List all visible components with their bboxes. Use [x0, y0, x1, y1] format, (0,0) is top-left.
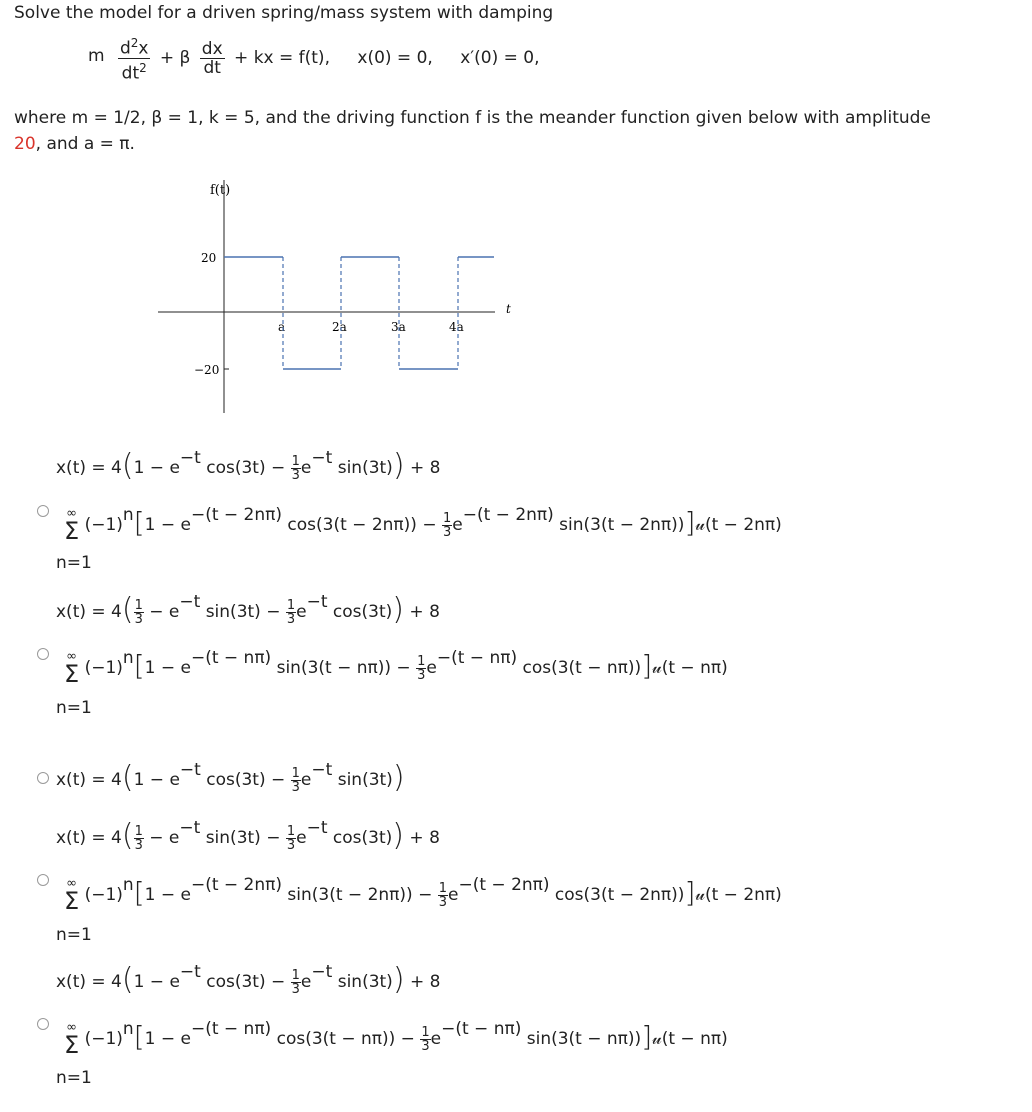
- option-1-line-2: ∞ Σ $(-1)^n[1 - e^{-(t - 2n\pi)}$ cos(3(t − 2nπ)) − $\frac{1}{3}$ $e^{-(t - 2n\pi)}$ sin(3(t − 2nπ))]𝓊(t − 2nπ): [64, 505, 782, 545]
- meander-graph: [150, 175, 520, 420]
- option-5-radio[interactable]: [37, 1018, 49, 1030]
- option-5-line-1: $x(t) = 4(1 - e^{-t}$ cos(3t) − $\frac{1}{3}$ $e^{-t}$ sin(3t)) + 8: [56, 962, 441, 997]
- mass-symbol: m: [88, 46, 105, 67]
- x-tick-label-2a: 2a: [332, 320, 347, 334]
- initial-condition-2: x′(0) = 0,: [460, 48, 540, 69]
- y-axis-label: f(t): [210, 183, 231, 198]
- equation-rest: + kx = f(t),: [234, 48, 330, 69]
- beta-term: + β: [159, 48, 191, 69]
- where-line-2: [14, 133, 135, 155]
- amplitude-value: 20: [14, 134, 36, 154]
- where-line-1: where m = 1/2, β = 1, k = 5, and the driving function f is the meander function given below with amplitude: [14, 108, 931, 128]
- x-tick-label-3a: 3a: [391, 320, 406, 334]
- option-3-line-1: $x(t) = 4(1 - e^{-t}$ cos(3t) − $\frac{1}{3}$ $e^{-t}$ sin(3t)): [56, 760, 405, 795]
- question-intro: Solve the model for a driven spring/mass system with damping: [14, 3, 554, 23]
- meander-curve: [224, 257, 494, 369]
- differential-equation: [88, 34, 540, 82]
- y-tick-label-20: 20: [201, 251, 217, 265]
- option-4-radio[interactable]: [37, 874, 49, 886]
- option-4-line-1: x(t) = 4( $\frac{1}{3}$ − $e^{-t}$ sin(3t) − $\frac{1}{3}$ $e^{-t}$ cos(3t)) + 8: [56, 818, 440, 853]
- option-2-sum-lower: n=1: [56, 698, 92, 718]
- option-1-sum-lower: n=1: [56, 553, 92, 573]
- first-derivative-fraction: $\frac{dx}{dt}$: [201, 38, 223, 78]
- option-5-line-2: ∞ Σ $(-1)^n[1 - e^{-(t - n\pi)}$ cos(3(t − nπ)) − $\frac{1}{3}$ $e^{-(t - n\pi)}$ sin(3(t − nπ))]𝓊(t − nπ): [64, 1019, 728, 1059]
- y-tick-label-neg20: −20: [194, 363, 220, 377]
- where-line-2-rest: , and a = π.: [35, 134, 135, 154]
- option-5-sum-lower: n=1: [56, 1068, 92, 1088]
- option-2-line-2: ∞ Σ $(-1)^n[1 - e^{-(t - n\pi)}$ sin(3(t − nπ)) − $\frac{1}{3}$ $e^{-(t - n\pi)}$ cos(3(t − nπ))]𝓊(t − nπ): [64, 648, 728, 688]
- option-1-line-1: $x(t) = 4(1 - e^{-t}$ cos(3t) − $\frac{1}{3}$ $e^{-t}$ sin(3t)) + 8: [56, 448, 441, 483]
- option-1-radio[interactable]: [37, 505, 49, 517]
- x-tick-label-a: a: [278, 320, 286, 334]
- option-3-radio[interactable]: [37, 772, 49, 784]
- option-4-sum-lower: n=1: [56, 925, 92, 945]
- x-axis-label: t: [506, 302, 511, 316]
- x-tick-label-4a: 4a: [449, 320, 464, 334]
- option-2-radio[interactable]: [37, 648, 49, 660]
- option-4-line-2: ∞ Σ $(-1)^n[1 - e^{-(t - 2n\pi)}$ sin(3(t − 2nπ)) − $\frac{1}{3}$ $e^{-(t - 2n\pi)}$ cos(3(t − 2nπ))]𝓊(t − 2nπ): [64, 875, 782, 915]
- initial-condition-1: x(0) = 0,: [357, 48, 433, 69]
- option-2-line-1: x(t) = 4( $\frac{1}{3}$ − $e^{-t}$ sin(3t) − $\frac{1}{3}$ $e^{-t}$ cos(3t)) + 8: [56, 592, 440, 627]
- second-derivative-fraction: $\frac{d^2x}{dt^2}$: [119, 36, 149, 84]
